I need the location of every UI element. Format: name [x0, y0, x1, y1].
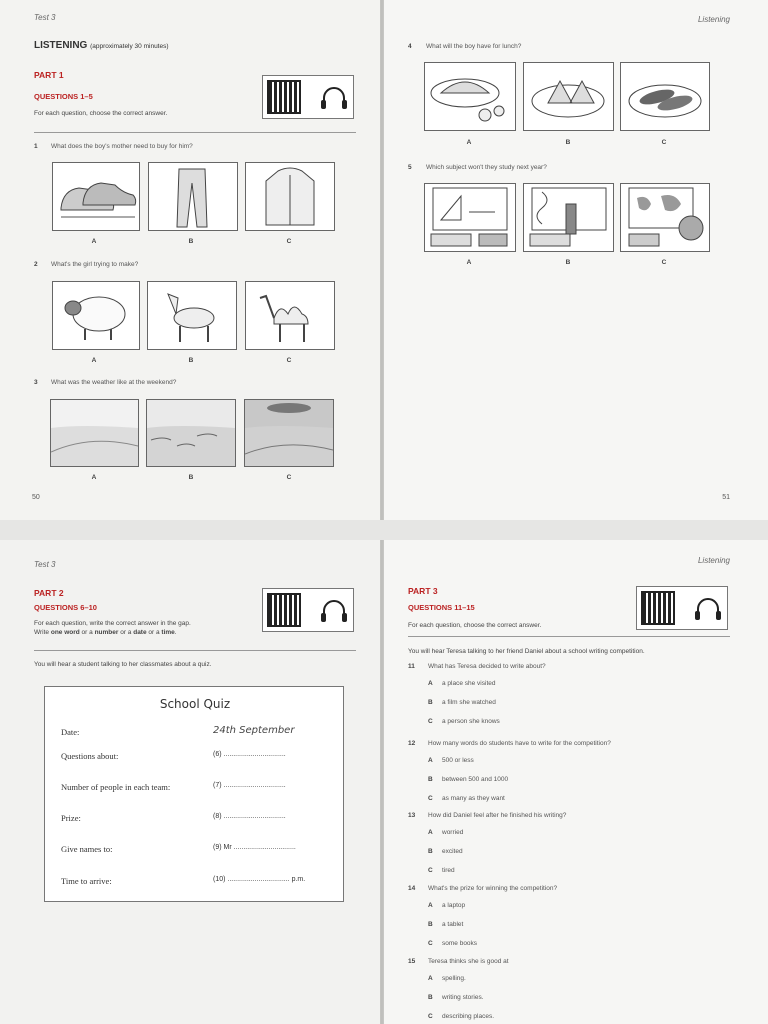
part-title: PART 2 — [34, 588, 64, 598]
page-51 — [384, 0, 768, 520]
option-picture-sausages[interactable] — [620, 62, 710, 131]
option-picture-sunny-beach[interactable] — [50, 399, 139, 467]
option-letter: B — [428, 699, 433, 706]
answer-option[interactable] — [428, 718, 500, 725]
form-label-names: Give names to: — [61, 844, 113, 854]
option-picture-camel[interactable] — [245, 281, 335, 350]
option-picture-stormy-beach[interactable] — [244, 399, 334, 467]
answer-option[interactable] — [428, 699, 496, 706]
option-label-b: B — [188, 474, 194, 481]
option-letter: C — [428, 940, 433, 947]
instruction-emphasis: number — [94, 629, 119, 636]
quiz-title: School Quiz — [159, 697, 231, 711]
answer-option[interactable] — [428, 829, 463, 836]
option-letter: A — [428, 829, 433, 836]
option-picture-sandwiches[interactable] — [523, 62, 614, 131]
instruction-emphasis: one word — [50, 629, 80, 636]
option-letter: C — [428, 718, 433, 725]
option-label-c: C — [286, 357, 292, 364]
option-letter: C — [428, 795, 433, 802]
geography-icon — [621, 184, 709, 251]
page-part-3 — [384, 540, 768, 1024]
question-number: 13 — [408, 812, 416, 819]
option-label-b: B — [565, 259, 571, 266]
option-text: writing stories. — [442, 994, 484, 1001]
option-letter: B — [428, 776, 433, 783]
heading-text: LISTENING — [34, 40, 88, 51]
running-header: Test 3 — [34, 560, 56, 569]
option-picture-maths[interactable] — [424, 183, 516, 252]
maths-icon — [425, 184, 515, 251]
audio-qr-box[interactable] — [262, 75, 354, 119]
intro-text: You will hear Teresa talking to her friend Daniel about a school writing competition. — [408, 648, 645, 655]
question-number: 12 — [408, 740, 416, 747]
answer-option[interactable] — [428, 867, 455, 874]
part-title: PART 1 — [34, 70, 64, 80]
divider — [34, 132, 356, 133]
form-label-time: Time to arrive: — [61, 876, 112, 886]
option-text: a film she watched — [442, 699, 496, 706]
option-label-a: A — [466, 139, 472, 146]
option-letter: A — [428, 975, 433, 982]
instruction-emphasis: date — [133, 629, 147, 636]
option-label-c: C — [661, 139, 667, 146]
form-label-team: Number of people in each team: — [61, 782, 171, 792]
option-text: as many as they want — [442, 795, 505, 802]
option-text: between 500 and 1000 — [442, 776, 509, 783]
page-50 — [0, 0, 380, 520]
answer-option[interactable] — [428, 940, 477, 947]
option-picture-geography[interactable] — [620, 183, 710, 252]
option-label-c: C — [286, 474, 292, 481]
question-text: What has Teresa decided to write about? — [428, 663, 546, 670]
heading-note: (approximately 30 minutes) — [90, 43, 169, 50]
question-text: What was the weather like at the weekend? — [51, 379, 177, 386]
intro-text: You will hear a student talking to her classmates about a quiz. — [34, 661, 212, 668]
option-letter: A — [428, 757, 433, 764]
page-gap — [0, 520, 768, 540]
questions-range: QUESTIONS 11–15 — [408, 603, 475, 612]
option-text: a laptop — [442, 902, 466, 909]
option-picture-shoes[interactable] — [52, 162, 140, 231]
instruction-text: Write — [34, 629, 51, 636]
answer-option[interactable] — [428, 776, 508, 783]
divider — [408, 636, 730, 637]
instruction-text: . — [174, 629, 177, 636]
option-text: a tablet — [442, 921, 464, 928]
question-text: Which subject won't they study next year? — [426, 164, 547, 171]
question-text: Teresa thinks she is good at — [428, 958, 509, 965]
running-header: Listening — [697, 556, 730, 565]
answer-option[interactable] — [428, 1013, 494, 1020]
option-picture-omelette[interactable] — [424, 62, 516, 131]
option-picture-jacket[interactable] — [245, 162, 335, 231]
answer-option[interactable] — [428, 902, 465, 909]
question-number: 14 — [408, 885, 416, 892]
option-picture-sheep[interactable] — [52, 281, 140, 350]
running-header: Listening — [697, 15, 730, 24]
sheep-icon — [53, 282, 139, 349]
option-letter: C — [428, 867, 433, 874]
option-label-b: B — [188, 238, 194, 245]
headphones-icon — [319, 84, 349, 112]
qr-code-icon — [641, 591, 675, 625]
option-text: describing places. — [442, 1013, 495, 1020]
option-letter: B — [428, 848, 433, 855]
answer-option[interactable] — [428, 994, 484, 1001]
option-picture-horse[interactable] — [147, 281, 237, 350]
option-letter: A — [428, 680, 433, 687]
omelette-icon — [425, 63, 515, 130]
option-label-c: C — [286, 238, 292, 245]
qr-code-icon — [267, 80, 301, 114]
answer-option[interactable] — [428, 795, 505, 802]
question-number: 15 — [408, 958, 416, 965]
section-heading — [34, 40, 169, 51]
sunny-beach-icon — [51, 400, 138, 466]
question-number: 5 — [408, 164, 412, 171]
form-value-date: 24th September — [213, 725, 295, 736]
question-number: 11 — [408, 663, 415, 670]
trousers-icon — [149, 163, 237, 230]
question-text: What will the boy have for lunch? — [426, 43, 522, 50]
answer-option[interactable] — [428, 848, 463, 855]
sandwiches-icon — [524, 63, 613, 130]
option-letter: A — [428, 902, 433, 909]
question-text: What's the girl trying to make? — [51, 261, 139, 268]
option-text: 500 or less — [442, 757, 474, 764]
stormy-beach-icon — [245, 400, 333, 466]
jacket-icon — [246, 163, 334, 230]
windy-beach-icon — [147, 400, 235, 466]
instruction: For each question, write the correct answer in the gap. — [34, 620, 191, 627]
instruction-text: or a — [79, 629, 95, 636]
form-label-questions: Questions about: — [61, 751, 119, 761]
answer-option[interactable] — [428, 975, 466, 982]
option-text: excited — [442, 848, 463, 855]
qr-code-icon — [267, 593, 301, 627]
question-text: How many words do students have to write for the competition? — [428, 740, 611, 747]
sausages-icon — [621, 63, 709, 130]
divider — [34, 650, 356, 651]
question-text: What does the boy's mother need to buy for him? — [51, 143, 193, 150]
instruction: For each question, choose the correct answer. — [34, 110, 168, 117]
option-text: a place she visited — [442, 680, 496, 687]
page-part-2 — [0, 540, 380, 1024]
question-number: 3 — [34, 379, 38, 386]
instruction-format — [34, 628, 177, 637]
instruction-emphasis: time — [161, 629, 175, 636]
camel-icon — [246, 282, 334, 349]
option-text: spelling. — [442, 975, 466, 982]
answer-gap-10[interactable]: (10) ................................ p.m. — [213, 876, 306, 883]
part-title: PART 3 — [408, 586, 438, 596]
form-label-prize: Prize: — [61, 813, 81, 823]
answer-option[interactable] — [428, 921, 463, 928]
option-picture-windy-beach[interactable] — [146, 399, 236, 467]
instruction: For each question, choose the correct answer. — [408, 622, 542, 629]
option-text: tired — [442, 867, 455, 874]
questions-range: QUESTIONS 6–10 — [34, 603, 97, 612]
audio-qr-box[interactable] — [636, 586, 728, 630]
question-text: How did Daniel feel after he finished his writing? — [428, 812, 567, 819]
answer-gap-8[interactable]: (8) ................................ — [213, 813, 286, 820]
option-text: a person she knows — [442, 718, 500, 725]
option-picture-science[interactable] — [523, 183, 614, 252]
questions-range: QUESTIONS 1–5 — [34, 92, 93, 101]
form-label-date: Date: — [61, 727, 80, 737]
page-number: 50 — [32, 494, 40, 501]
option-label-b: B — [188, 357, 194, 364]
answer-gap-9[interactable]: (9) Mr ................................ — [213, 844, 296, 851]
option-letter: B — [428, 994, 433, 1001]
answer-gap-7[interactable]: (7) ................................ — [213, 782, 286, 789]
option-label-c: C — [661, 259, 667, 266]
question-number: 1 — [34, 143, 38, 150]
shoes-icon — [53, 163, 139, 230]
question-number: 4 — [408, 43, 412, 50]
audio-qr-box[interactable] — [262, 588, 354, 632]
running-header: Test 3 — [34, 13, 56, 22]
headphones-icon — [693, 595, 723, 623]
option-picture-trousers[interactable] — [148, 162, 238, 231]
instruction-text: or a — [118, 629, 134, 636]
science-icon — [524, 184, 613, 251]
option-text: some books — [442, 940, 478, 947]
option-label-a: A — [91, 238, 97, 245]
option-text: worried — [442, 829, 464, 836]
question-number: 2 — [34, 261, 38, 268]
horse-icon — [148, 282, 236, 349]
question-text: What's the prize for winning the competition? — [428, 885, 558, 892]
headphones-icon — [319, 597, 349, 625]
instruction-text: or a — [146, 629, 162, 636]
answer-option[interactable] — [428, 680, 495, 687]
answer-option[interactable] — [428, 757, 474, 764]
option-letter: B — [428, 921, 433, 928]
answer-gap-6[interactable]: (6) ................................ — [213, 751, 286, 758]
option-label-a: A — [466, 259, 472, 266]
page-number: 51 — [722, 494, 730, 501]
school-quiz-form — [44, 686, 344, 902]
option-letter: C — [428, 1013, 433, 1020]
option-label-a: A — [91, 357, 97, 364]
option-label-b: B — [565, 139, 571, 146]
option-label-a: A — [91, 474, 97, 481]
